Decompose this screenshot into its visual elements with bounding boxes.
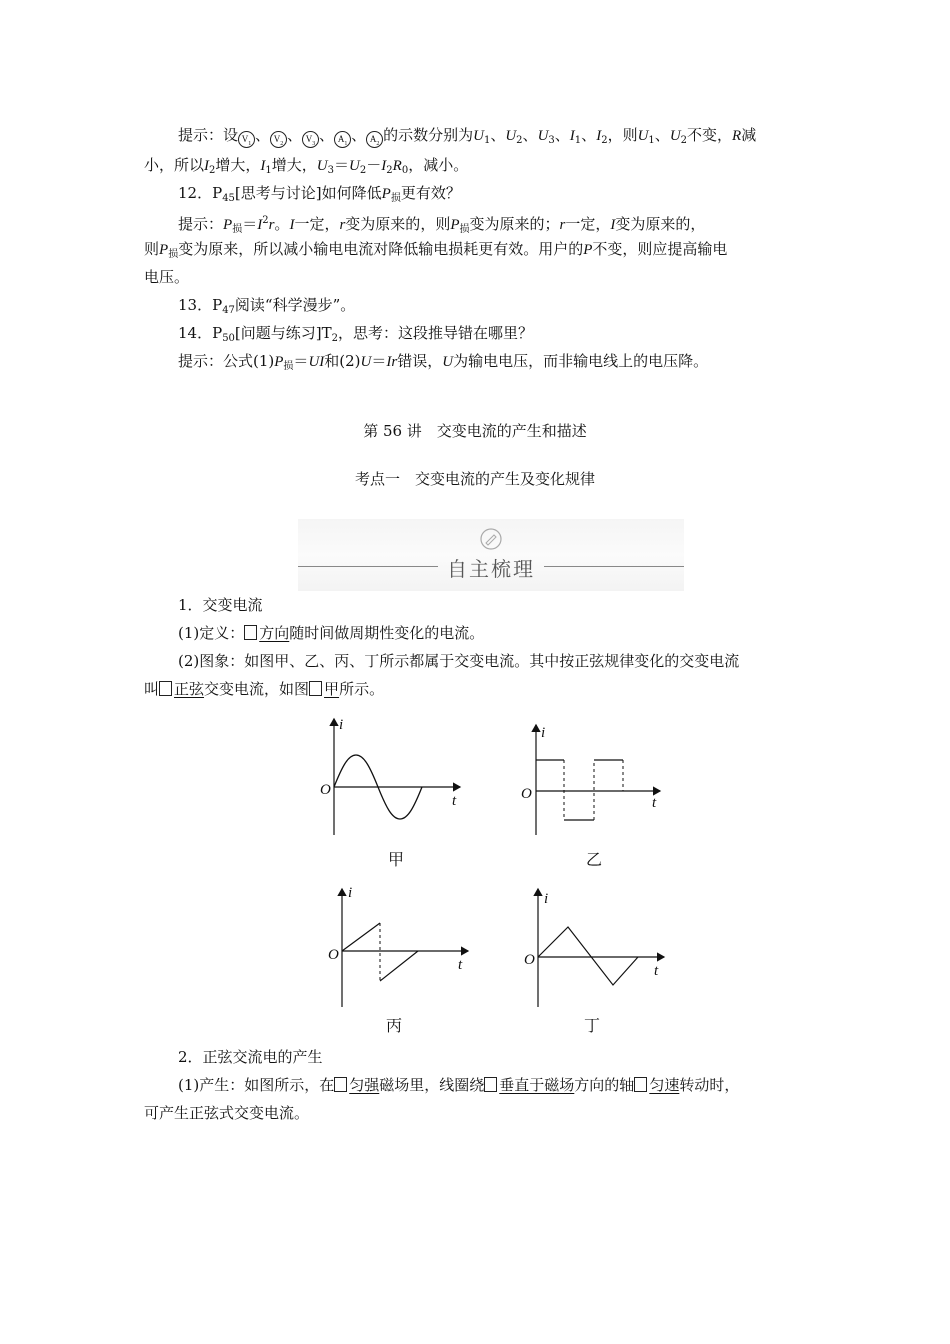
graph-yi [536, 725, 660, 835]
question-14: 14．$P_{50}$[问题与练习]$T_2$，思考：这段推导错在哪里？ [178, 324, 534, 344]
waveform-svg [308, 707, 676, 1039]
graph-line1: (2)图象：如图甲、乙、丙、丁所示都属于交变电流。其中按正弦规律变化的交变电流 [178, 652, 740, 670]
waveform-figure [308, 707, 676, 1039]
blank-box [159, 681, 172, 696]
square-wave-dashes [564, 760, 623, 820]
axis-i-label: i [339, 717, 344, 733]
hint2-line2: 则$P_损$变为原来，所以减小输电电流对降低输电损耗更有效。用户的P不变，则应提高输电 [144, 240, 728, 260]
caption-ding: 丁 [583, 1016, 601, 1035]
square-wave [536, 760, 623, 820]
blank-box [244, 625, 257, 640]
hint2-line3: 电压。 [144, 268, 190, 286]
section-title: 考点一 交变电流的产生及变化规律 [354, 470, 595, 488]
origin-label: O [320, 782, 331, 798]
section2-heading: 2．正弦交流电的产生 [178, 1048, 323, 1066]
origin-label: O [328, 947, 339, 963]
blank-box [309, 681, 322, 696]
hint1-line2: 小，所以$I_2$增大，$I_1$增大，$U_3=U_2-I_2R_0$，减小。 [144, 156, 469, 176]
definition-line: (1)定义： 方向随时间做周期性变化的电流。 [178, 624, 485, 642]
axis-t-label: t [458, 957, 463, 973]
hint2-line1: 提示：$P_损=I^2r$。I一定，r变为原来的，则$P_损$变为原来的；r一定，I变为原来的， [178, 215, 706, 235]
banner-title: 自主梳理 [447, 557, 535, 581]
caption-bing: 丙 [385, 1016, 403, 1035]
blank-box [334, 1077, 347, 1092]
axis-t-label: t [652, 795, 657, 811]
voltmeter-v1-icon: $V_1$ [238, 131, 255, 148]
blank-box [484, 1077, 497, 1092]
ammeter-a1-icon: $A_1$ [334, 131, 351, 148]
voltmeter-v2-icon: $V_2$ [270, 131, 287, 148]
generation-line2: 可产生正弦式交变电流。 [144, 1104, 310, 1122]
voltmeter-v3-icon: $V_3$ [302, 131, 319, 148]
question-12: 12．$P_{45}$[思考与讨论]如何降低$P_损$更有效？ [178, 184, 461, 204]
generation-line1: (1)产生：如图所示，在 匀强磁场里，线圈绕 垂直于磁场方向的轴 匀速转动时， [178, 1076, 740, 1094]
graph-ding [538, 889, 664, 1007]
caption-jia: 甲 [387, 850, 405, 869]
graph-bing [342, 889, 468, 1007]
origin-label: O [521, 786, 532, 802]
lecture-title: 第 56 讲 交变电流的产生和描述 [363, 422, 587, 440]
caption-yi: 乙 [585, 850, 603, 869]
pen-icon [479, 527, 503, 551]
axis-i-label: i [541, 725, 546, 741]
graph-line2: 叫 正弦交变电流，如图 甲所示。 [144, 680, 385, 698]
origin-label: O [524, 952, 535, 968]
question-13: 13．$P_{47}$阅读“科学漫步”。 [178, 296, 356, 316]
blank-box [634, 1077, 647, 1092]
hint3: 提示：公式$(1)P_损=UI$和(2)U＝Ir错误，U为输电电压，而非输电线上的电压降。 [178, 352, 709, 372]
axis-t-label: t [452, 793, 457, 809]
axis-i-label: i [348, 885, 353, 901]
axis-t-label: t [654, 963, 659, 979]
ammeter-a2-icon: $A_2$ [366, 131, 383, 148]
banner [298, 519, 684, 591]
triangle-wave [538, 927, 638, 985]
hint1-line1: 提示：设 $V_1$ 、 $V_2$ 、 $V_3$ 、 $A_1$ 、 $A_2$ 的示数分别为$U_1$、$U_2$、$U_3$、$I_1$、$I_2$，则$U_1$、$U_2$不变，R减 [178, 126, 757, 147]
graph-jia [334, 719, 460, 835]
section1-heading: 1．交变电流 [178, 596, 263, 614]
axis-i-label: i [544, 891, 549, 907]
